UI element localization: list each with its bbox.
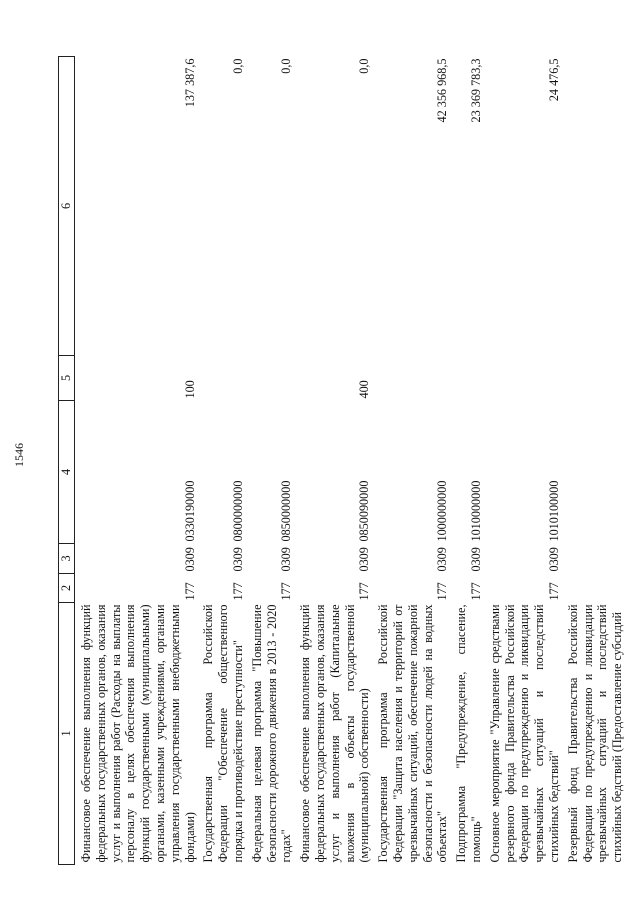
row-amount: 137 387,6 <box>182 58 197 108</box>
table-row <box>562 57 625 865</box>
row-target-code: 1000000000 <box>435 480 450 542</box>
row-amount: 23 369 783,3 <box>468 58 483 123</box>
row-description: Финансовое обеспечение выполнения функций федеральных государственных органов, оказания услуг и выполнения работ (Расходы на выплаты персоналу в целях обеспечения выполнения функций государственными (муниципальными) органами, казенными учреждениями, органами управления государственными внебюджетными фондами) <box>79 604 197 863</box>
row-section: 0309 <box>546 547 561 572</box>
row-target-code <box>562 401 625 544</box>
table-row <box>372 57 450 865</box>
row-description: Подпрограмма "Предупреждение, спасение, помощь" <box>454 604 483 863</box>
table-row <box>197 57 245 865</box>
column-header: 3 <box>59 544 75 574</box>
row-code: 177 <box>546 582 561 601</box>
column-header: 5 <box>59 356 75 401</box>
row-description: Федеральная целевая программа "Повышение безопасности дорожного движения в 2013 - 2020 годах" <box>249 604 294 863</box>
row-section: 0309 <box>357 547 372 572</box>
row-code: 177 <box>357 582 372 601</box>
column-header: 2 <box>59 574 75 603</box>
row-description: Государственная программа Российской Федерации "Защита населения и территорий от чрезвычайных ситуаций, обеспечение пожарной безопасности и безопасности людей на водных объектах" <box>376 604 450 863</box>
budget-table <box>58 56 625 865</box>
row-target-code: 0330190000 <box>182 480 197 542</box>
row-target-code: 1010100000 <box>546 480 561 542</box>
row-section: 0309 <box>435 547 450 572</box>
row-amount: 0,0 <box>279 58 294 74</box>
row-code: 177 <box>182 582 197 601</box>
row-section: 0309 <box>279 547 294 572</box>
row-expense-type <box>484 356 562 401</box>
row-description: Основное мероприятие "Управление средствами резервного фонда Правительства Российской Федерации по предупреждению и ликвидации чрезвычайных ситуаций и последствий стихийных бедствий" <box>487 604 561 863</box>
row-target-code: 0850090000 <box>357 480 372 542</box>
page-number: 1546 <box>12 443 26 467</box>
row-expense-type <box>197 356 245 401</box>
table-row <box>294 57 372 865</box>
table-header-row <box>59 57 75 865</box>
row-expense-type: 100 <box>182 380 197 399</box>
row-expense-type <box>450 356 484 401</box>
row-amount: 0,0 <box>230 58 245 74</box>
row-section: 0309 <box>468 547 483 572</box>
row-code: 177 <box>230 582 245 601</box>
column-header: 4 <box>59 401 75 544</box>
row-amount: 24 476,5 <box>546 58 561 102</box>
row-section: 0309 <box>230 547 245 572</box>
row-amount: 0,0 <box>357 58 372 74</box>
row-description: Финансовое обеспечение выполнения функций федеральных государственных органов, оказания услуг и выполнения работ (Капитальные вложения в объекты государственной (муниципальной) собственности) <box>298 604 372 863</box>
row-expense-type <box>246 356 294 401</box>
row-expense-type <box>372 356 450 401</box>
row-section: 0309 <box>182 547 197 572</box>
row-code <box>562 574 625 603</box>
table-row <box>484 57 562 865</box>
row-code: 177 <box>279 582 294 601</box>
row-expense-type <box>562 356 625 401</box>
row-description: Резервный фонд Правительства Российской Федерации по предупреждению и ликвидации чрезвычайных ситуаций и последствий стихийных бедствий (Предоставление субсидий <box>565 604 625 863</box>
row-amount <box>562 57 625 356</box>
row-amount: 42 356 968,5 <box>435 58 450 123</box>
row-code: 177 <box>435 582 450 601</box>
row-description: Государственная программа Российской Федерации "Обеспечение общественного порядка и противодействие преступности" <box>201 604 245 863</box>
row-target-code: 1010000000 <box>468 480 483 542</box>
column-header: 6 <box>59 57 75 356</box>
table-row <box>246 57 294 865</box>
row-target-code: 0850000000 <box>279 480 294 542</box>
table-row <box>75 57 198 865</box>
table-row <box>450 57 484 865</box>
row-section <box>562 544 625 574</box>
column-header: 1 <box>59 603 75 865</box>
row-expense-type: 400 <box>357 380 372 399</box>
row-code: 177 <box>468 582 483 601</box>
row-target-code: 0800000000 <box>230 480 245 542</box>
